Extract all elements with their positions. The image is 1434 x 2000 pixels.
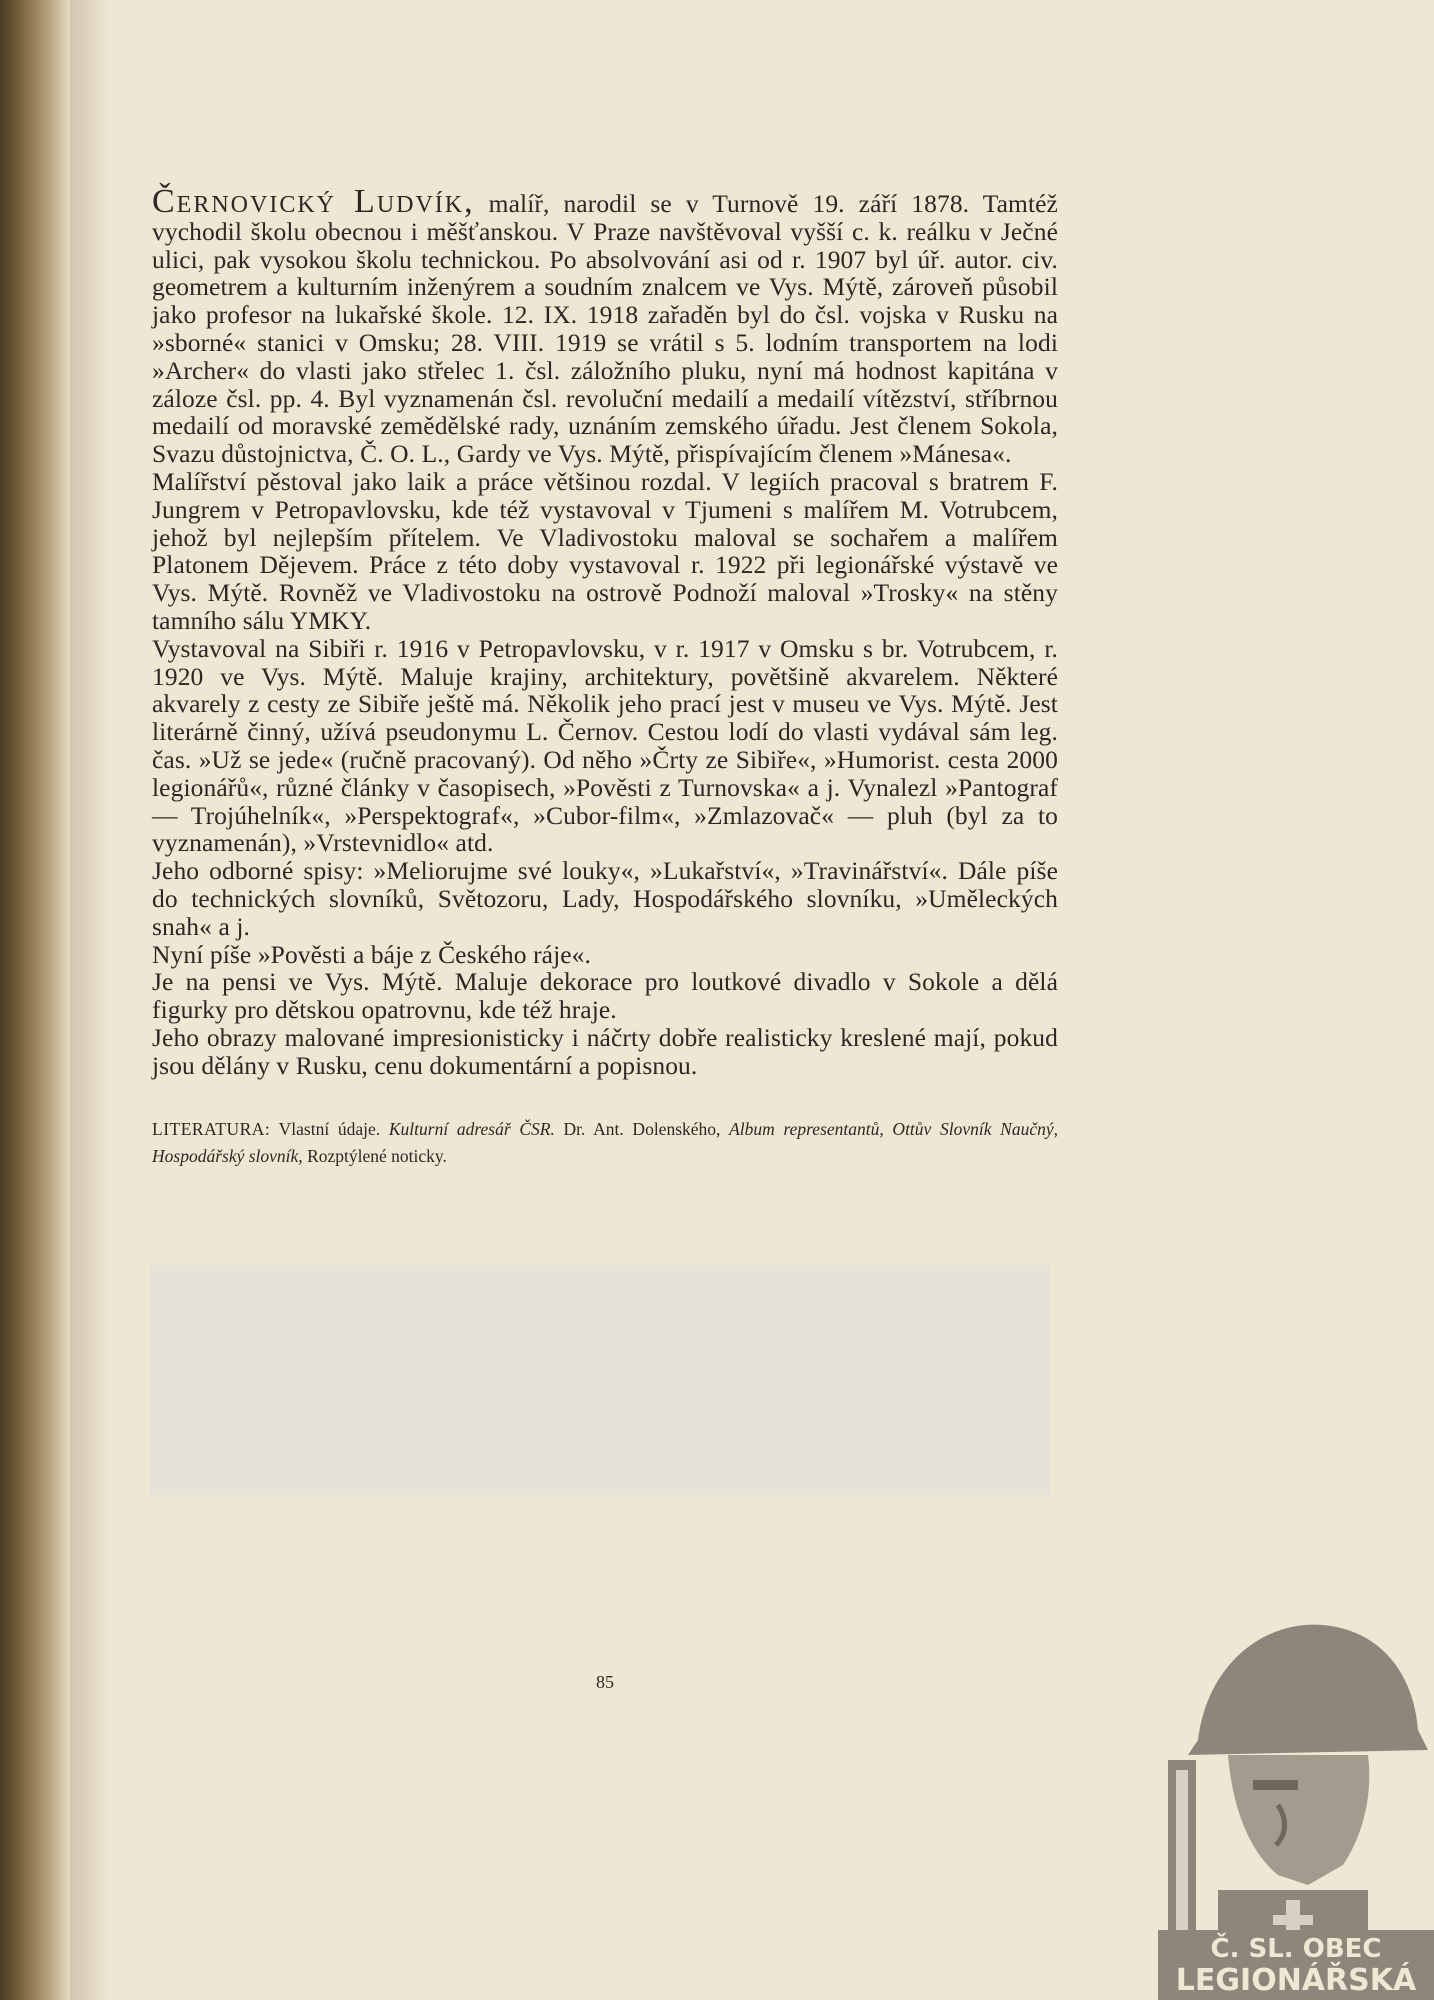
page-content <box>152 183 1059 1170</box>
logo-line-2: LEGIONÁŘSKÁ <box>1175 1963 1417 1998</box>
literature-italic-2: Album representantů, Ottův Slovník Naučný, Hospodářský slovník, <box>152 1118 1059 1166</box>
literature-text-2: Dr. Ant. Dolenského, <box>563 1118 721 1139</box>
entry-paragraph-6: Je na pensi ve Vys. Mýtě. Maluje dekorace pro loutkové divadlo v Sokole a dělá figurky pro dětskou opatrovnu, kde též hraje. <box>152 967 1058 1025</box>
literature-text-3: Rozptýlené noticky. <box>307 1145 447 1166</box>
legion-watermark-logo <box>1158 1565 1434 2000</box>
entry-paragraph-5: Nyní píše »Pověsti a báje z Českého ráje«. <box>152 939 592 969</box>
entry-paragraph-2: Malířství pěstoval jako laik a práce většinou rozdal. V legiích pracoval s bratrem F. Jungrem v Petropavlovsku, kde též vystavoval v Tjumeni s malířem M. Votrubcem, jehož byl nejlepším přítelem. Ve Vladivostoku maloval se sochařem a malířem Platonem Dějevem. Práce z této doby vystavoval r. 1922 při legionářské výstavě ve Vys. Mýtě. Rovněž ve Vladivostoku na ostrově Podnoží maloval »Trosky« na stěny tamního sálu YMKY. <box>152 466 1058 635</box>
entry-paragraph-7: Jeho obrazy malované impresionisticky i náčrty dobře realisticky kreslené mají, pokud jsou dělány v Rusku, cenu dokumentární a popisnou. <box>152 1022 1058 1080</box>
biography-entry <box>152 183 1058 1080</box>
entry-paragraph-4: Jeho odborné spisy: »Meliorujme své louky«, »Lukařství«, »Travinářství«. Dále píše do technických slovníků, Světozoru, Lady, Hospodářského slovníku, »Uměleckých snah« a j. <box>152 856 1058 941</box>
page-number: 85 <box>596 1672 614 1692</box>
literature-text-1: Vlastní údaje. <box>278 1118 381 1139</box>
page-gutter-shadow <box>70 0 110 2000</box>
helmet-icon <box>1188 1625 1428 1755</box>
soldier-face-icon <box>1228 1755 1369 1885</box>
literature-italic-1: Kulturní adresář ČSR. <box>388 1118 555 1139</box>
literature-label: LITERATURA: <box>152 1118 271 1139</box>
book-spine <box>0 0 70 2000</box>
literature-note <box>152 1116 1058 1170</box>
entry-name: Černovický Ludvík, <box>152 183 475 220</box>
entry-paragraph-1 <box>152 183 1058 469</box>
logo-line-1: Č. SL. OBEC <box>1210 1934 1382 1964</box>
scan-gray-area <box>150 1265 1050 1495</box>
entry-paragraph-3: Vystavoval na Sibiři r. 1916 v Petropavlovsku, v r. 1917 v Omsku s br. Votrubcem, r. 1920 ve Vys. Mýtě. Maluje krajiny, architektury, povětšině akvarelem. Některé akvarely z cesty ze Sibiře ještě má. Několik jeho prací jest v museu ve Vys. Mýtě. Jest literárně činný, užívá pseudonymu L. Černov. Cestou lodí do vlasti vydával sám leg. čas. »Už se jede« (ručně pracovaný). Od něho »Črty ze Sibiře«, »Humorist. cesta 2000 legionářů«, různé články v časopisech, »Pověsti z Turnovska« a j. Vynalezl »Pantograf — Trojúhelník«, »Perspektograf«, »Cubor-film«, »Zmlazovač« — pluh (byl za to vyznamenán), »Vrstevnidlo« atd. <box>152 633 1058 858</box>
entry-text-1: malíř, narodil se v Turnově 19. září 1878. Tamtéž vychodil školu obecnou i měšťanskou. V Praze navštěvoval vyšší c. k. reálku v Ječné ulici, pak vysokou školu technickou. Po absolvování asi od r. 1907 byl úř. autor. civ. geometrem a kulturním inženýrem a soudním znalcem ve Vys. Mýtě, zároveň působil jako profesor na lukařské škole. 12. IX. 1918 zařaděn byl do čsl. vojska v Rusku na »sborné« stanici v Omsku; 28. VIII. 1919 se vrátil s 5. lodním transportem na lodi »Archer« do vlasti jako střelec 1. čsl. záložního pluku, nyní má hodnost kapitána v záloze čsl. pp. 4. Byl vyznamenán čsl. revoluční medailí a medailí vítězství, stříbrnou medailí od moravské zemědělské rady, uznáním zemského úřadu. Jest členem Sokola, Svazu důstojnictva, Č. O. L., Gardy ve Vys. Mýtě, přispívajícím členem »Mánesa«. <box>152 189 1058 469</box>
